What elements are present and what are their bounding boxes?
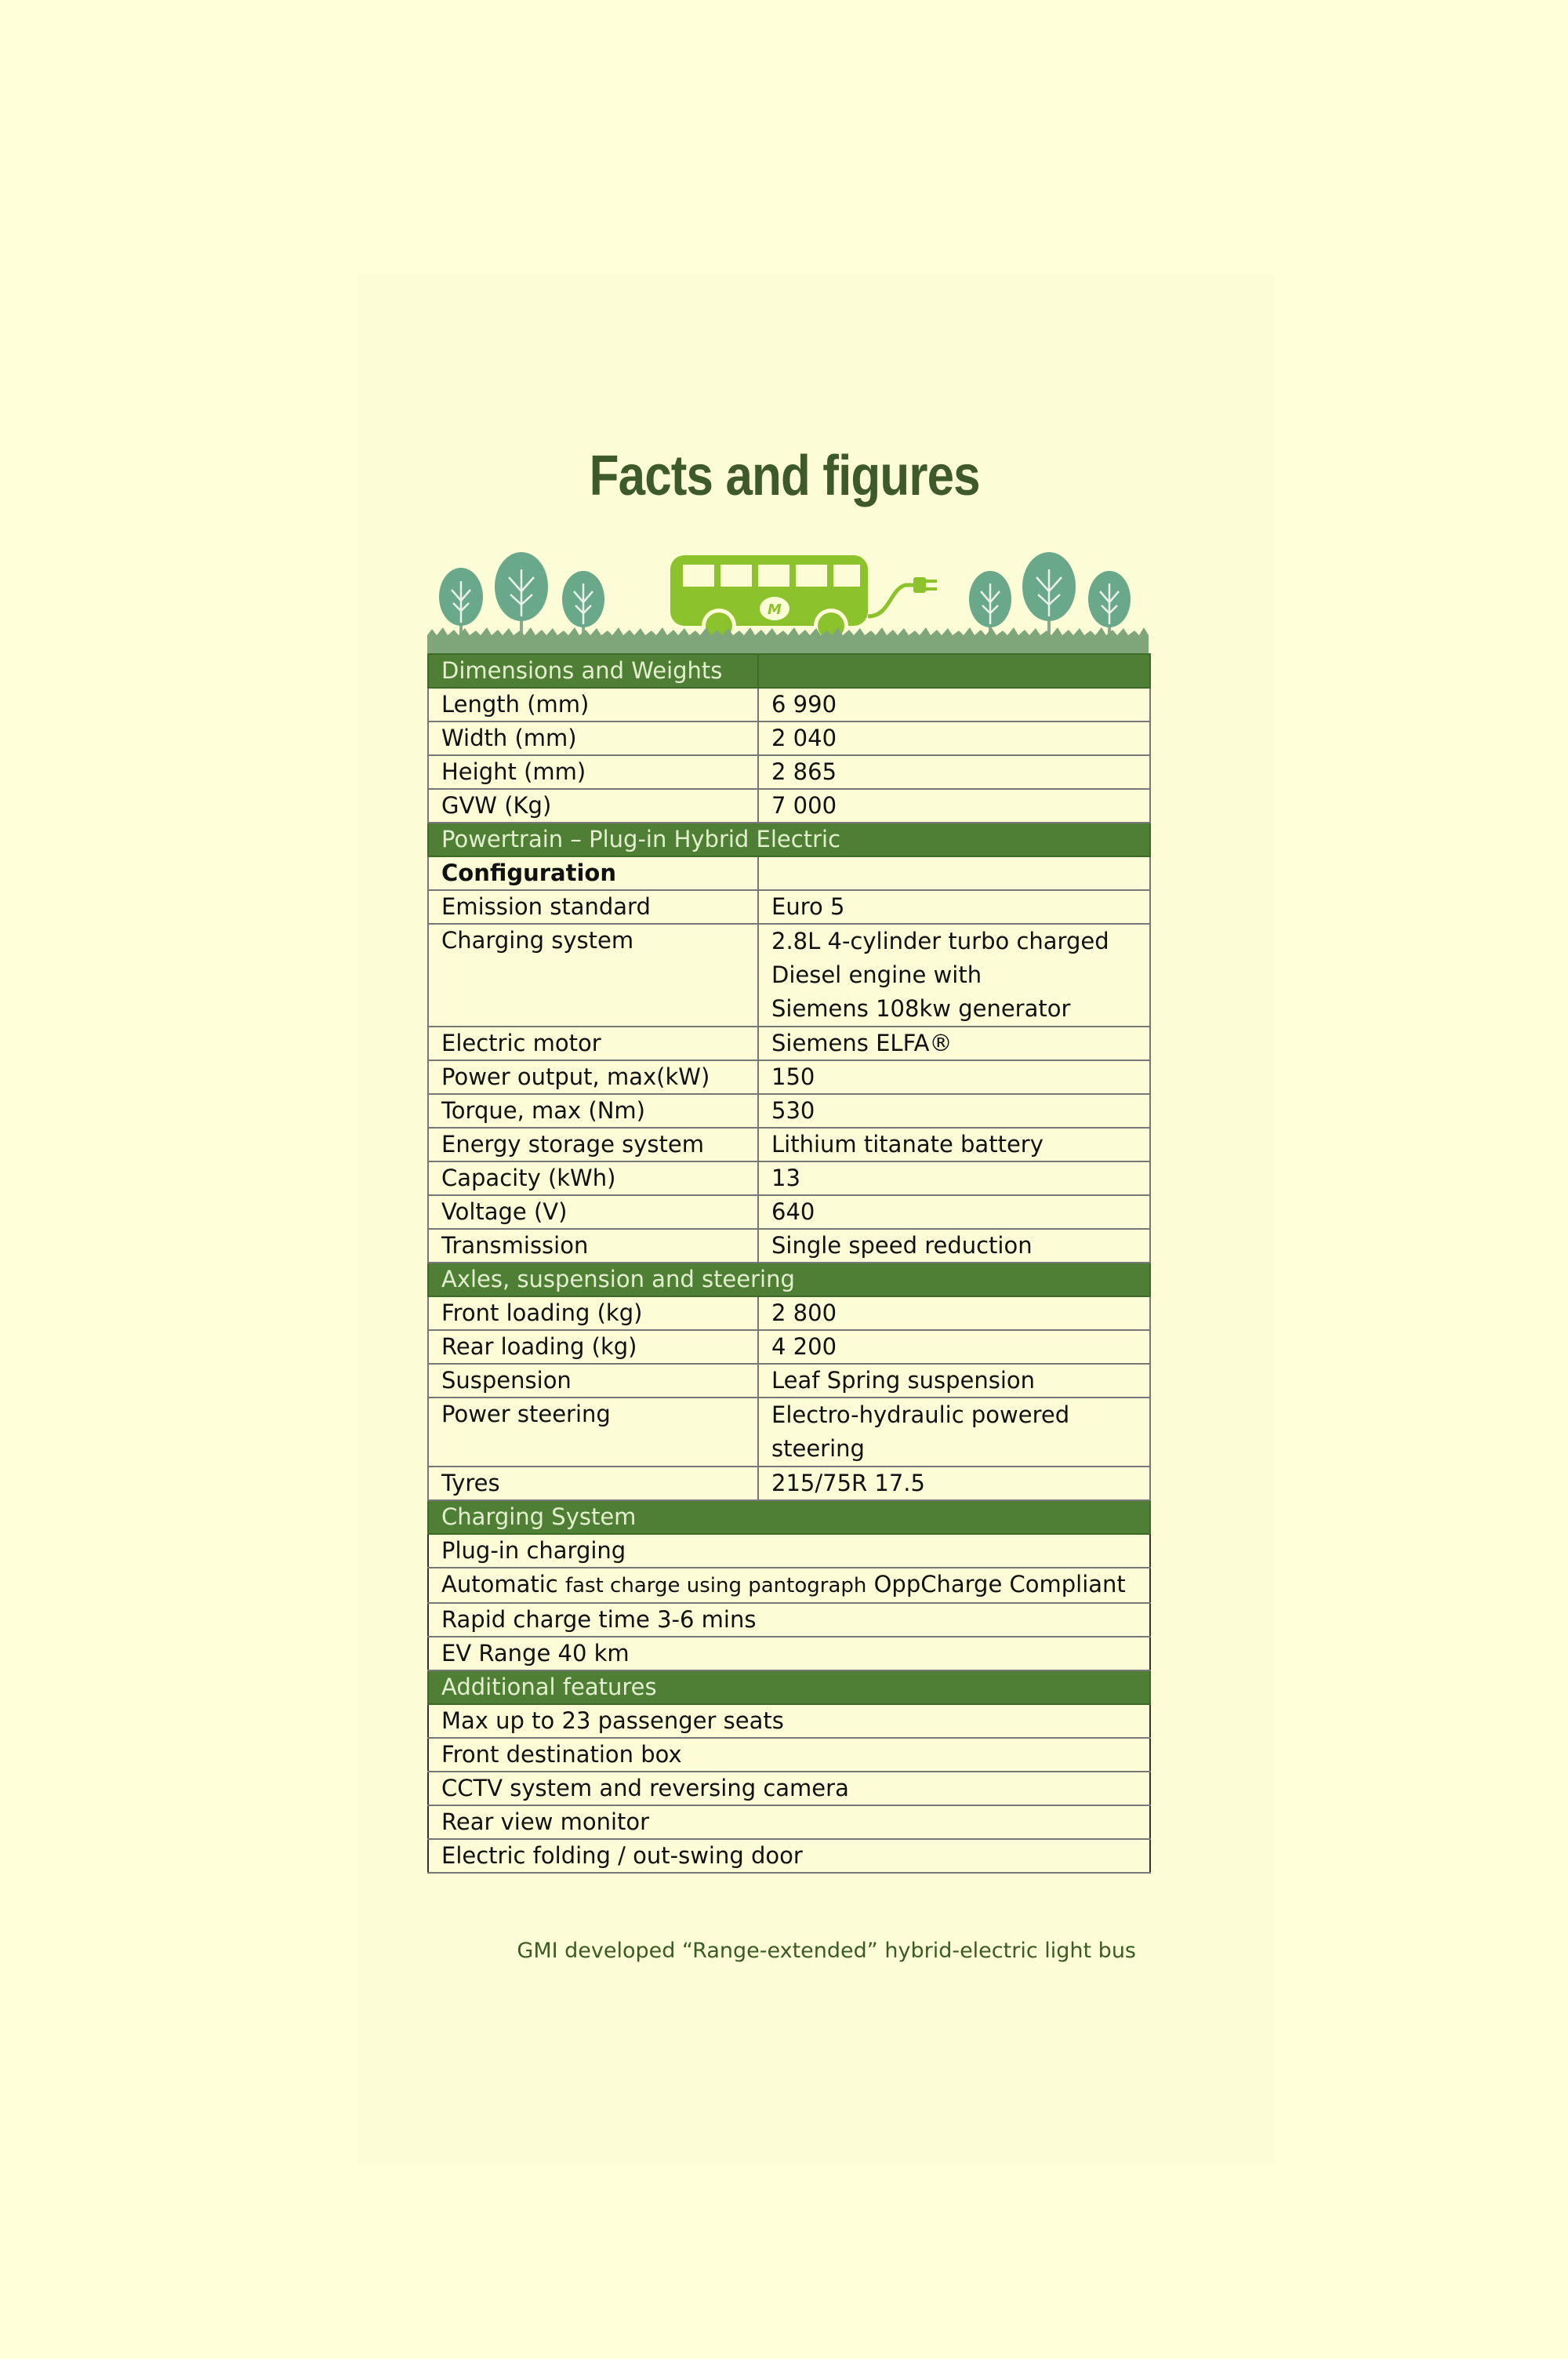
feature-text: Max up to 23 passenger seats — [428, 1704, 1150, 1738]
figure-caption: GMI developed “Range-extended” hybrid-electric light bus — [517, 1939, 1136, 1963]
spec-value: Euro 5 — [758, 890, 1150, 924]
spec-label: Emission standard — [428, 890, 758, 924]
page-title: Facts and figures — [589, 445, 980, 507]
tree-icon — [1022, 552, 1076, 635]
spec-label: Length (mm) — [428, 688, 758, 722]
spec-label: Tyres — [428, 1467, 758, 1500]
spec-value: 13 — [758, 1161, 1150, 1195]
section-header-axles — [428, 1263, 1150, 1296]
spec-value: 2 800 — [758, 1296, 1150, 1330]
spec-label: Front loading (kg) — [428, 1296, 758, 1330]
table-row — [428, 1027, 1150, 1060]
spec-label: Capacity (kWh) — [428, 1161, 758, 1195]
spec-label: Width (mm) — [428, 722, 758, 755]
spec-label: Energy storage system — [428, 1128, 758, 1161]
list-item — [428, 1805, 1150, 1839]
spec-label: Electric motor — [428, 1027, 758, 1060]
tree-icon — [1088, 571, 1131, 635]
table-row — [428, 1364, 1150, 1398]
table-row — [428, 890, 1150, 924]
table-row — [428, 1094, 1150, 1128]
spec-table — [427, 653, 1151, 1874]
spec-label: Suspension — [428, 1364, 758, 1398]
spec-label: Power output, max(kW) — [428, 1060, 758, 1094]
list-item — [428, 1534, 1150, 1568]
table-row — [428, 1330, 1150, 1364]
spec-value: Leaf Spring suspension — [758, 1364, 1150, 1398]
table-row — [428, 688, 1150, 722]
table-row — [428, 1398, 1150, 1467]
feature-text: EV Range 40 km — [428, 1637, 1150, 1670]
feature-text: Rear view monitor — [428, 1805, 1150, 1839]
table-row — [428, 1128, 1150, 1161]
table-row — [428, 1296, 1150, 1330]
spec-value: Siemens ELFA® — [758, 1027, 1150, 1060]
section-header-label: Dimensions and Weights — [428, 654, 758, 688]
spec-label: Power steering — [428, 1398, 758, 1467]
spec-value: 2 040 — [758, 722, 1150, 755]
section-header-dimensions — [428, 654, 1150, 688]
spec-label: Height (mm) — [428, 755, 758, 789]
list-item — [428, 1772, 1150, 1805]
list-item — [428, 1568, 1150, 1603]
list-item — [428, 1839, 1150, 1873]
spec-value: 2 865 — [758, 755, 1150, 789]
spec-label: Rear loading (kg) — [428, 1330, 758, 1364]
section-header-additional — [428, 1670, 1150, 1704]
section-header-powertrain — [428, 823, 1150, 856]
table-row — [428, 1060, 1150, 1094]
plug-icon — [868, 577, 937, 616]
table-row — [428, 789, 1150, 823]
spec-value: 6 990 — [758, 688, 1150, 722]
spec-label: Charging system — [428, 924, 758, 1027]
feature-text: Electric folding / out-swing door — [428, 1839, 1150, 1873]
spec-value: Single speed reduction — [758, 1229, 1150, 1263]
section-header-label: Charging System — [428, 1500, 1150, 1534]
spec-value: 150 — [758, 1060, 1150, 1094]
table-row — [428, 924, 1150, 1027]
svg-text:M: M — [768, 602, 782, 618]
list-item — [428, 1704, 1150, 1738]
spec-value: Lithium titanate battery — [758, 1128, 1150, 1161]
spec-value: 7 000 — [758, 789, 1150, 823]
grass-strip — [427, 627, 1149, 656]
section-header-label: Axles, suspension and steering — [428, 1263, 1150, 1296]
spec-label: Transmission — [428, 1229, 758, 1263]
section-header-charging — [428, 1500, 1150, 1534]
table-row — [428, 1161, 1150, 1195]
spec-value: 4 200 — [758, 1330, 1150, 1364]
spec-value: 2.8L 4-cylinder turbo charged Diesel engine with Siemens 108kw generator — [758, 924, 1150, 1027]
tree-icon — [495, 552, 548, 635]
bus-and-trees-banner — [427, 538, 1149, 656]
spec-label: Voltage (V) — [428, 1195, 758, 1229]
feature-text: Automatic fast charge using pantograph OppCharge Compliant — [428, 1568, 1150, 1603]
table-row — [428, 755, 1150, 789]
table-row — [428, 1195, 1150, 1229]
table-row — [428, 856, 1150, 890]
list-item — [428, 1738, 1150, 1772]
feature-text: Plug-in charging — [428, 1534, 1150, 1568]
spec-value: 640 — [758, 1195, 1150, 1229]
feature-text: Rapid charge time 3-6 mins — [428, 1603, 1150, 1637]
spec-label: GVW (Kg) — [428, 789, 758, 823]
feature-text: CCTV system and reversing camera — [428, 1772, 1150, 1805]
tree-icon — [562, 571, 604, 635]
spec-value: 215/75R 17.5 — [758, 1467, 1150, 1500]
tree-icon — [439, 568, 483, 635]
spec-value: Electro-hydraulic powered steering — [758, 1398, 1150, 1467]
list-item — [428, 1603, 1150, 1637]
list-item — [428, 1637, 1150, 1670]
tree-icon — [969, 571, 1011, 635]
table-row — [428, 722, 1150, 755]
section-header-label: Additional features — [428, 1670, 1150, 1704]
table-row — [428, 1229, 1150, 1263]
spec-value: 530 — [758, 1094, 1150, 1128]
feature-text: Front destination box — [428, 1738, 1150, 1772]
spec-label: Torque, max (Nm) — [428, 1094, 758, 1128]
section-header-label: Powertrain – Plug-in Hybrid Electric — [428, 823, 1150, 856]
subheader-configuration: Configuration — [428, 856, 758, 890]
table-row — [428, 1467, 1150, 1500]
